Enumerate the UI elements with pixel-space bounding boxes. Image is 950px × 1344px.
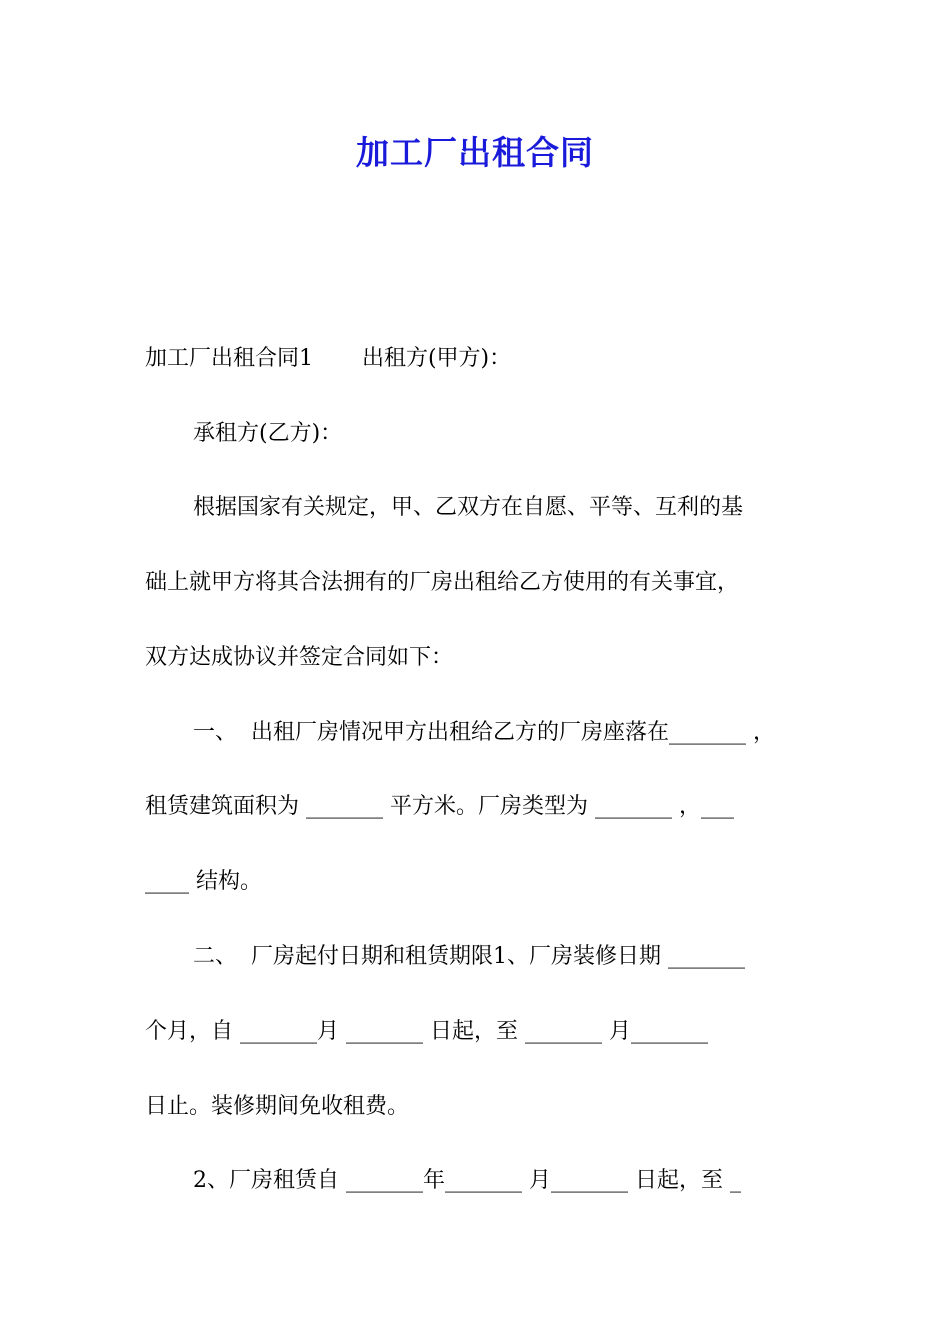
- paragraph-line-6: 一、 出租厂房情况甲方出租给乙方的厂房座落在_______ ，: [193, 720, 775, 745]
- paragraph-line-5: 双方达成协议并签定合同如下：: [145, 645, 454, 670]
- paragraph-line-7: 租赁建筑面积为 _______ 平方米。厂房类型为 _______ ，___: [145, 794, 734, 819]
- paragraph-line-1: 加工厂出租合同1 出租方(甲方)：: [145, 346, 512, 371]
- document-title: 加工厂出租合同: [356, 133, 594, 172]
- paragraph-line-9: 二、 厂房起付日期和租赁期限1、厂房装修日期 _______: [193, 944, 745, 969]
- paragraph-line-10: 个月，自 _______月 _______ 日起，至 _______ 月_______: [145, 1019, 708, 1044]
- paragraph-line-11: 日止。装修期间免收租费。: [145, 1094, 410, 1119]
- paragraph-line-3: 根据国家有关规定，甲、乙双方在自愿、平等、互利的基: [193, 495, 744, 520]
- paragraph-line-2: 承租方(乙方)：: [193, 421, 343, 446]
- paragraph-line-12: 2、厂房租赁自 _______年_______ 月_______ 日起，至 _: [193, 1168, 741, 1193]
- paragraph-line-8: ____ 结构。: [145, 869, 262, 894]
- paragraph-line-4: 础上就甲方将其合法拥有的厂房出租给乙方使用的有关事宜，: [145, 570, 740, 595]
